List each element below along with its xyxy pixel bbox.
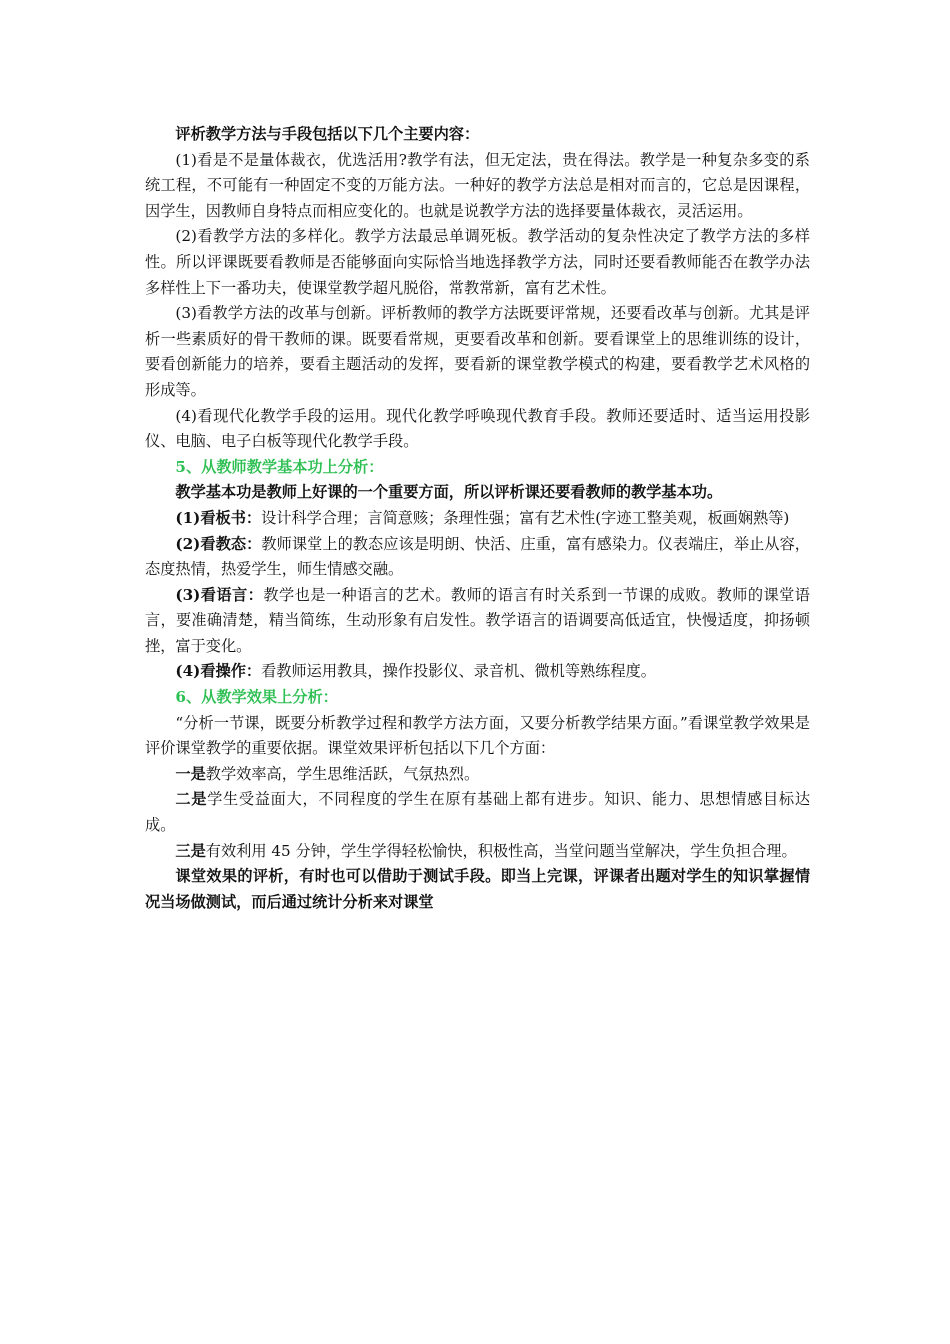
closing-paragraph: 课堂效果的评析，有时也可以借助于测试手段。即当上完课，评课者出题对学生的知识掌握情况当场做测试，而后通过统计分析来对课堂	[145, 867, 810, 911]
skill-text: 教师课堂上的教态应该是明朗、快活、庄重，富有感染力。仪表端庄，举止从容，态度热情，热爱学生，师生情感交融。	[145, 534, 810, 579]
section-6-title: 6、从教学效果上分析：	[175, 688, 338, 707]
skill-label: (3)看语言：	[175, 585, 264, 604]
skill-text: 设计科学合理；言简意赅；条理性强；富有艺术性(字迹工整美观，板画娴熟等)	[261, 508, 790, 527]
document-body	[145, 122, 810, 915]
effect-label: 二是	[175, 790, 208, 809]
effect-label: 三是	[175, 841, 206, 860]
paragraph-method-1: (1)看是不是量体裁衣，优选活用?教学有法，但无定法，贵在得法。教学是一种复杂多变的系统工程，不可能有一种固定不变的万能方法。一种好的教学方法总是相对而言的，它总是因课程，因学生，因教师自身特点而相应变化的。也就是说教学方法的选择要量体裁衣，灵活运用。	[145, 150, 810, 220]
section-6-intro: “分析一节课，既要分析教学过程和教学方法方面，又要分析教学结果方面。”看课堂教学效果是评价课堂教学的重要依据。课堂效果评析包括以下几个方面：	[145, 713, 810, 758]
effect-text: 学生受益面大，不同程度的学生在原有基础上都有进步。知识、能力、思想情感目标达成。	[145, 790, 811, 835]
effect-label: 一是	[175, 764, 206, 783]
effect-text: 教学效率高，学生思维活跃，气氛热烈。	[205, 764, 480, 783]
intro-heading: 评析教学方法与手段包括以下几个主要内容：	[175, 125, 480, 143]
skill-label: (4)看操作：	[175, 662, 262, 681]
effect-item-3	[145, 839, 810, 865]
effect-text: 有效利用 45 分钟，学生学得轻松愉快，积极性高，当堂问题当堂解决，学生负担合理。	[205, 841, 797, 860]
skill-item-operation	[145, 659, 810, 685]
section-5-title: 5、从教师教学基本功上分析：	[175, 457, 384, 476]
skill-text: 教学也是一种语言的艺术。教师的语言有时关系到一节课的成败。教师的课堂语言，要准确清楚，精当简练，生动形象有启发性。教学语言的语调要高低适宜，快慢适度，抑扬顿挫，富于变化。	[145, 585, 810, 655]
skill-text: 看教师运用教具，操作投影仪、录音机、微机等熟练程度。	[261, 662, 656, 681]
skill-item-language	[145, 583, 810, 660]
paragraph-method-2: (2)看教学方法的多样化。教学方法最忌单调死板。教学活动的复杂性决定了教学方法的多样性。所以评课既要看教师是否能够面向实际恰当地选择教学方法，同时还要看教师能否在教学办法多样性上下一番功夫，使课堂教学超凡脱俗，常教常新，富有艺术性。	[145, 227, 810, 297]
paragraph-method-3: (3)看教学方法的改革与创新。评析教师的教学方法既要评常规，还要看改革与创新。尤其是评析一些素质好的骨干教师的课。既要看常规，更要看改革和创新。要看课堂上的思维训练的设计，要看创新能力的培养，要看主题活动的发挥，要看新的课堂教学模式的构建，要看教学艺术风格的形成等。	[145, 304, 810, 399]
paragraph-method-4: (4)看现代化教学手段的运用。现代化教学呼唤现代教育手段。教师还要适时、适当运用投影仪、电脑、电子白板等现代化教学手段。	[145, 406, 810, 451]
skill-item-blackboard	[145, 506, 810, 532]
section-5-lead: 教学基本功是教师上好课的一个重要方面，所以评析课还要看教师的教学基本功。	[175, 483, 723, 502]
skill-label: (1)看板书：	[175, 508, 262, 527]
effect-item-2	[145, 787, 810, 838]
skill-item-demeanor	[145, 532, 810, 583]
effect-item-1	[145, 762, 810, 788]
skill-label: (2)看教态：	[175, 534, 262, 553]
